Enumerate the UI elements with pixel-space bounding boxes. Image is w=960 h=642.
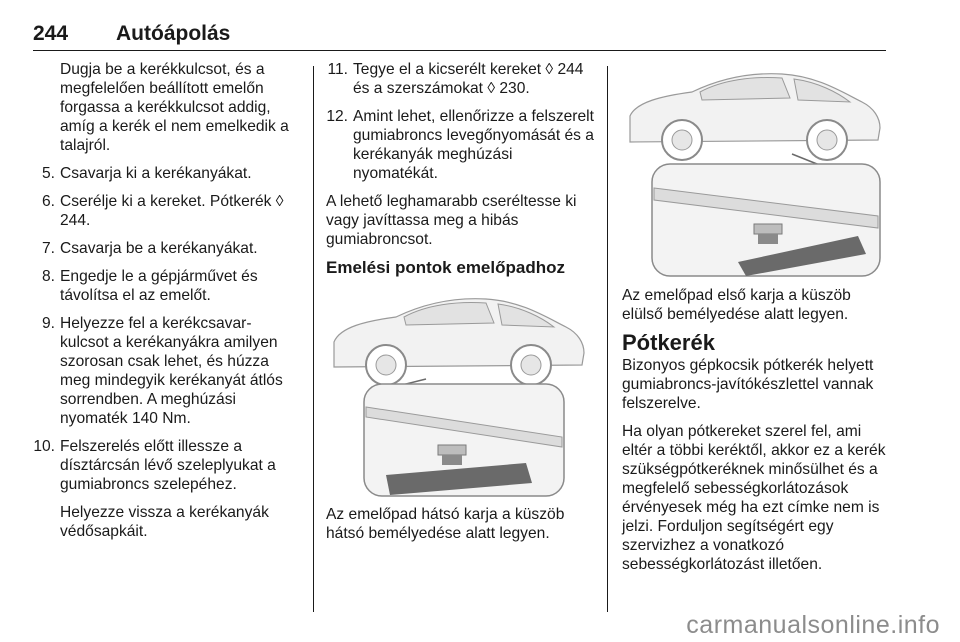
step-10-extra: Helyezze vissza a kerékanyák védősapkáit. — [60, 504, 269, 540]
rear-lift-caption: Az emelőpad hátsó karja a küszöb hátsó bemélyedése alatt legyen. — [326, 506, 565, 542]
step-text: Tegye el a kicserélt kereket ◊ 244 és a szerszámokat ◊ 230. — [353, 61, 584, 97]
front-lift-caption: Az emelőpad első karja a küszöb elülső bemélyedése alatt legyen. — [622, 287, 851, 323]
step-number: 11. — [327, 61, 348, 78]
step-number: 5. — [41, 165, 55, 182]
step-text: Csavarja be a kerékanyákat. — [60, 240, 258, 257]
step-number: 6. — [41, 193, 55, 210]
step-9 — [33, 314, 299, 428]
header-rule — [33, 50, 886, 51]
step-number: 8. — [41, 268, 55, 285]
step-4-continuation: Dugja be a kerékkulcsot, és a megfelelően beállított emelőn forgassa a kerékkulcsot addig, amíg a kerék el nem emelkedik a talajról. — [60, 61, 289, 154]
step-number: 12. — [326, 108, 348, 125]
section-heading-spare-wheel: Pótkerék — [622, 330, 715, 355]
rear-lift-point-illustration — [326, 287, 590, 497]
step-6 — [33, 192, 299, 230]
step-12 — [326, 107, 594, 183]
step-text: Helyezze fel a kerékcsavar-kulcsot a kerékanyákra amilyen szorosan csak lehet, és húzza meg mindegyik kerékanyát átlós sorrendben. A meghúzási nyomaték 140 Nm. — [60, 315, 283, 427]
step-text: Amint lehet, ellenőrizze a felszerelt gumiabroncs levegőnyomását és a kerékanyák meghúzási nyomatékát. — [353, 108, 594, 182]
section-heading-lift-points: Emelési pontok emelőpadhoz — [326, 258, 565, 277]
step-5 — [33, 164, 299, 183]
step-8 — [33, 267, 299, 305]
repair-paragraph: A lehető leghamarabb cseréltesse ki vagy javíttassa meg a hibás gumiabroncsot. — [326, 193, 577, 248]
column-3 — [622, 60, 890, 583]
column-divider-right — [607, 66, 608, 612]
page-number: 244 — [33, 22, 69, 45]
column-1 — [33, 60, 299, 550]
step-11 — [326, 60, 594, 98]
step-7 — [33, 239, 299, 258]
step-text: Engedje le a gépjárművet és távolítsa el az emelőt. — [60, 268, 258, 304]
page-header — [33, 22, 886, 52]
step-number: 10. — [33, 438, 55, 455]
step-text: Cserélje ki a kereket. Pótkerék ◊ 244. — [60, 193, 284, 229]
spare-wheel-paragraph-2: Ha olyan pótkereket szerel fel, ami eltér a többi keréktől, akkor ez a kerék szükségpótkeréknek minősülhet és a megfelelő sebességkorlátozások érvényesek még ha ezt címke nem is jelzi. Forduljon segítségért egy szervizhez a vonatkozó sebességkorlátozást illetően. — [622, 423, 886, 573]
page-title: Autóápolás — [116, 22, 231, 45]
step-text: Csavarja ki a kerékanyákat. — [60, 165, 252, 182]
spare-wheel-paragraph-1: Bizonyos gépkocsik pótkerék helyett gumiabroncs-javítókészlettel vannak felszerelve. — [622, 357, 874, 412]
column-2 — [326, 60, 594, 552]
front-lift-point-illustration — [622, 66, 886, 278]
step-10 — [33, 437, 299, 494]
step-number: 9. — [41, 315, 55, 332]
step-number: 7. — [41, 240, 55, 257]
watermark: carmanualsonline.info — [686, 611, 940, 639]
step-text: Felszerelés előtt illessze a dísztárcsán lévő szeleplyukat a gumiabroncs szelepéhez. — [60, 438, 276, 493]
column-divider-left — [313, 66, 314, 612]
